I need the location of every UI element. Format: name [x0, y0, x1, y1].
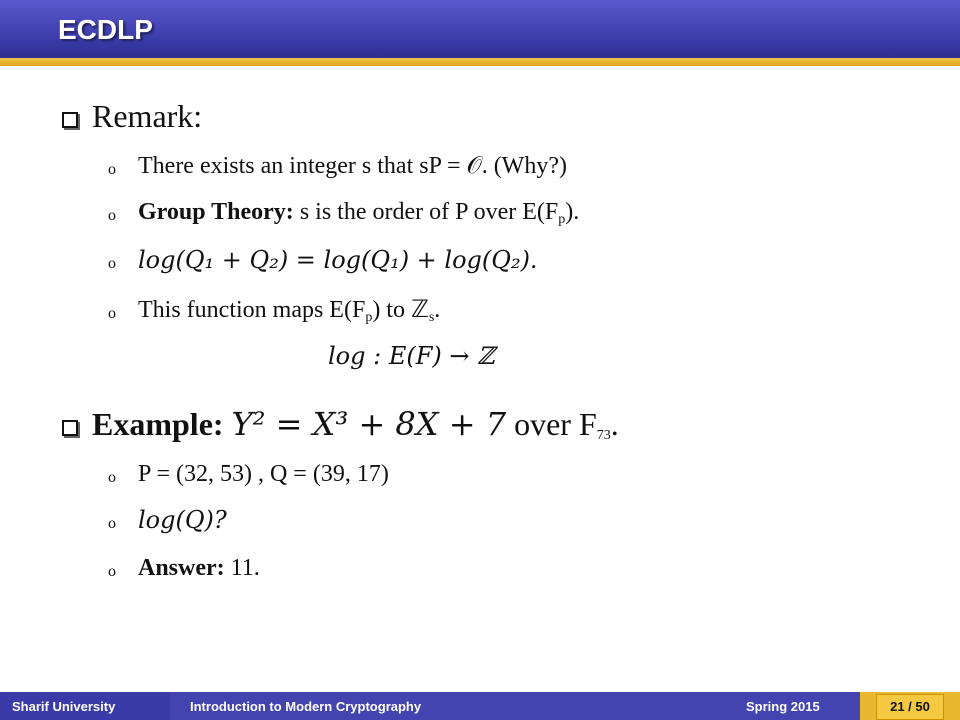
footer-university: Sharif University	[12, 699, 116, 714]
square-bullet-icon	[62, 112, 78, 128]
group-theory-end: ).	[565, 199, 580, 225]
slide-header	[0, 0, 960, 58]
log-homomorphism-equation: log(Q₁ + Q₂) = log(Q₁) + log(Q₂).	[138, 246, 538, 274]
answer-label: Answer:	[138, 555, 225, 581]
circle-bullet-icon: o	[108, 305, 116, 322]
example-over: over F	[514, 406, 597, 442]
circle-bullet-icon: o	[108, 207, 116, 224]
circle-bullet-icon: o	[108, 563, 116, 580]
curve-equation: Y² = X³ + 8X + 7	[231, 405, 507, 443]
log-question: log(Q)?	[138, 506, 227, 534]
points-text: P = (32, 53) , Q = (39, 17)	[138, 461, 389, 487]
function-maps-end: .	[434, 297, 441, 323]
slide-title: ECDLP	[58, 14, 153, 45]
circle-bullet-icon: o	[108, 161, 116, 178]
group-theory-label: Group Theory:	[138, 199, 294, 225]
function-maps-mid: ) to ℤ	[372, 297, 429, 323]
footer-course: Introduction to Modern Cryptography	[190, 699, 422, 714]
remark-label: Remark:	[92, 98, 203, 134]
circle-bullet-icon: o	[108, 255, 116, 272]
square-bullet-icon	[62, 420, 78, 436]
example-label: Example:	[92, 406, 224, 442]
header-accent-bar	[0, 58, 960, 66]
group-theory-text: s is the order of P over E(F	[299, 199, 559, 225]
circle-bullet-icon: o	[108, 515, 116, 532]
log-mapping-text: log : E(F) → ℤ	[328, 342, 495, 370]
remark-bullet-1-text: There exists an integer s that sP = 𝒪. (Why?)	[138, 153, 567, 179]
footer-term: Spring 2015	[746, 699, 820, 714]
example-end: .	[610, 406, 619, 442]
log-mapping	[328, 344, 495, 369]
page-number: 21 / 50	[876, 694, 944, 720]
slide-footer	[0, 692, 960, 720]
answer-value: 11.	[230, 555, 260, 581]
circle-bullet-icon: o	[108, 469, 116, 486]
function-maps-text: This function maps E(F	[138, 297, 366, 323]
field-subscript: 73	[596, 428, 611, 443]
